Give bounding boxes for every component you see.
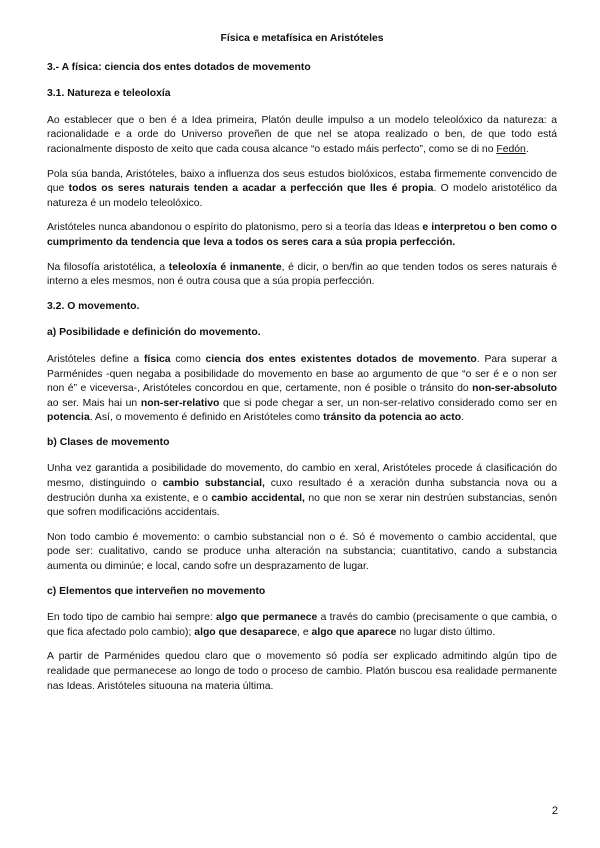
paragraph-9: A partir de Parménides quedou claro que o movemento só podía ser explicado admitindo algún tipo de realidade que permanecese ao longo de todo o proceso de cambio. Platón buscou esa realidade permanente nas Ideas. Aristóteles situouna na materia última. <box>47 651 557 692</box>
paragraph-6: Unha vez garantida a posibilidade do movemento, do cambio en xeral, Aristóteles procede á clasificación do mesmo, distinguindo o cambio substancial, cuxo resultado é a xeración dunha substancia nova ou a destrución dunha xa existente, e o cambio accidental, no que non se xerar nin destrúen substancias, senón que sofren modificacións accidentais. <box>47 463 557 519</box>
section-heading-3: 3.- A física: ciencia dos entes dotados de movemento <box>47 61 311 73</box>
document-page <box>47 32 557 704</box>
subsection-heading-3-2: 3.2. O movemento. <box>47 300 140 312</box>
paragraph-5: Aristóteles define a física como ciencia dos entes existentes dotados de movemento. Para superar a Parménides -quen negaba a posibilidade do movemento en base ao argumento de que “o ser é e o non ser non é” e viceversa-, Aristóteles concordou en que, certamente, non é posible o tránsito do non-ser-absoluto ao ser. Mais hai un non-ser-relativo que si pode chegar a ser, un non-ser-relativo considerado como ser en potencia. Así, o movemento é definido en Aristóteles como tránsito da potencia ao acto. <box>47 353 557 424</box>
paragraph-8: En todo tipo de cambio hai sempre: algo que permanece a través do cambio (precisamente o que cambia, o que fica afectado polo cambio); algo que desaparece, e algo que aparece no lugar disto último. <box>47 612 557 638</box>
page-number: 2 <box>551 805 558 817</box>
paragraph-7: Non todo cambio é movemento: o cambio substancial non o é. Só é movemento o cambio accidental, que pode ser: cualitativo, cando se produce unha alteración na substancia; cuantitativo, cando a substancia aumenta ou diminúe; e local, cando sofre un desprazamento de lugar. <box>47 531 557 573</box>
paragraph-4: Na filosofía aristotélica, a teleoloxía é inmanente, é dicir, o ben/fin ao que tenden todos os seres naturais é interno a eles mesmos, non é outra cousa que a súa propia perfección. <box>47 261 557 288</box>
document-title: Física e metafísica en Aristóteles <box>220 33 384 44</box>
fedon-title: Fedón <box>496 143 526 155</box>
paragraph-1: Ao establecer que o ben é a Idea primeira, Platón deulle impulso a un modelo teleolóxico da natureza: a racionalidade e a orde do Universo proveñen de que nel se atopa realizado o ben, de que todo está racionalmente disposto de xeito que cada cousa alcance “o estado máis perfecto”, como se di no Fedón. <box>47 114 557 155</box>
subsection-heading-3-1: 3.1. Natureza e teleoloxía <box>47 88 171 100</box>
subheading-a: a) Posibilidade e definición do movemento. <box>47 327 261 339</box>
subheading-c: c) Elementos que interveñen no movemento <box>47 585 266 597</box>
paragraph-2: Pola súa banda, Aristóteles, baixo a influenza dos seus estudos biolóxicos, estaba firmemente convencido de que todos os seres naturais tenden a acadar a perfección que lles é propia. O modelo aristotélico da natureza é un modelo teleolóxico. <box>47 168 557 209</box>
paragraph-3: Aristóteles nunca abandonou o espírito do platonismo, pero si a teoría das Ideas e interpretou o ben como o cumprimento da tendencia que leva a todos os seres cara a súa propia perfección. <box>47 222 557 248</box>
subheading-b: b) Clases de movemento <box>47 436 170 448</box>
